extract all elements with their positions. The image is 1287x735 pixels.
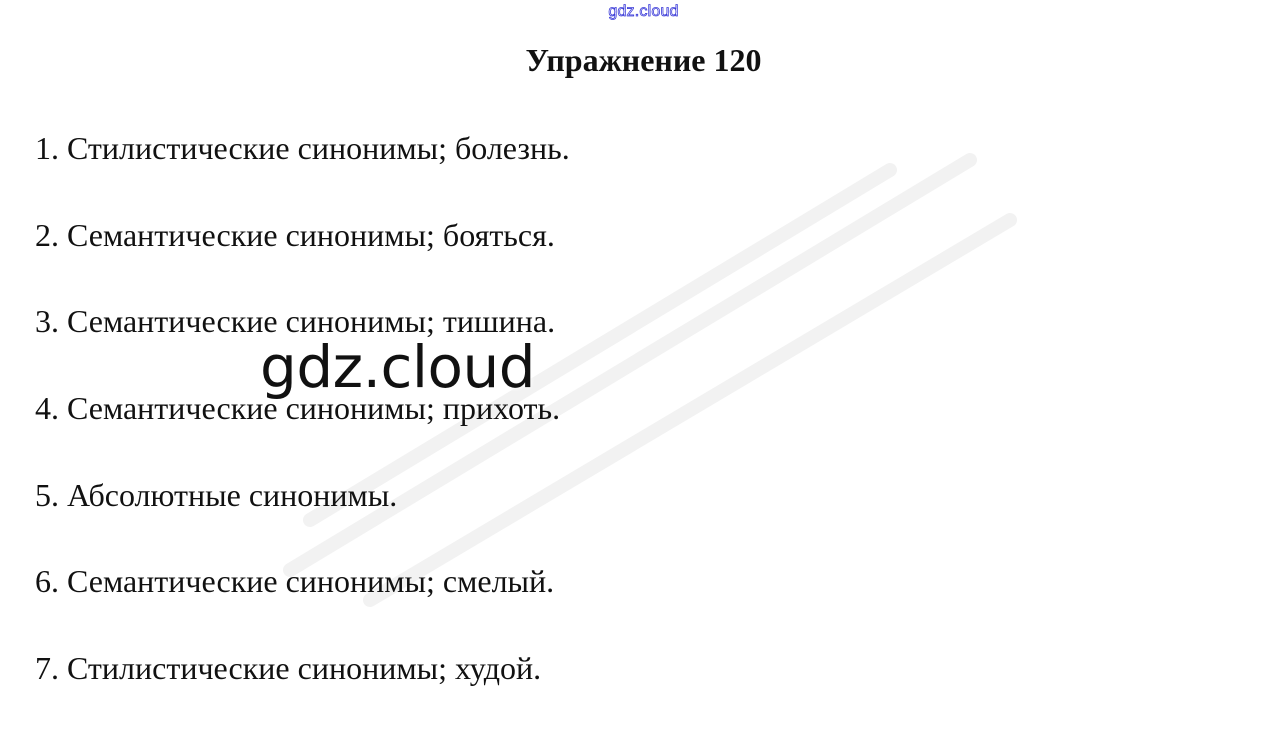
- answer-text: Стилистические синонимы; худой.: [67, 650, 542, 687]
- answer-text: Семантические синонимы; тишина.: [67, 303, 556, 340]
- answer-text: Семантические синонимы; смелый.: [67, 563, 555, 600]
- answer-item-6: [35, 561, 570, 601]
- answer-number: 2.: [35, 216, 59, 253]
- center-watermark-text: gdz.cloud: [260, 333, 536, 401]
- answer-number: 1.: [35, 130, 59, 166]
- answer-item-5: [35, 475, 570, 515]
- page-title: Упражнение 120: [525, 42, 762, 78]
- answer-item-2: [35, 215, 570, 255]
- answer-number: 6.: [35, 563, 59, 600]
- answer-text: Стилистические синонимы; болезнь.: [67, 130, 570, 166]
- answer-number: 7.: [35, 650, 59, 687]
- answer-text: Семантические синонимы; бояться.: [67, 216, 555, 253]
- top-watermark-text: gdz.cloud: [608, 3, 679, 20]
- answer-item-7: [35, 648, 570, 688]
- answer-number: 4.: [35, 390, 59, 427]
- answer-item-1: [35, 128, 570, 168]
- answer-text: Абсолютные синонимы.: [67, 476, 398, 513]
- answer-number: 5.: [35, 476, 59, 513]
- answer-text: Семантические синонимы; прихоть.: [67, 390, 561, 427]
- answer-list: [35, 128, 570, 735]
- answer-number: 3.: [35, 303, 59, 340]
